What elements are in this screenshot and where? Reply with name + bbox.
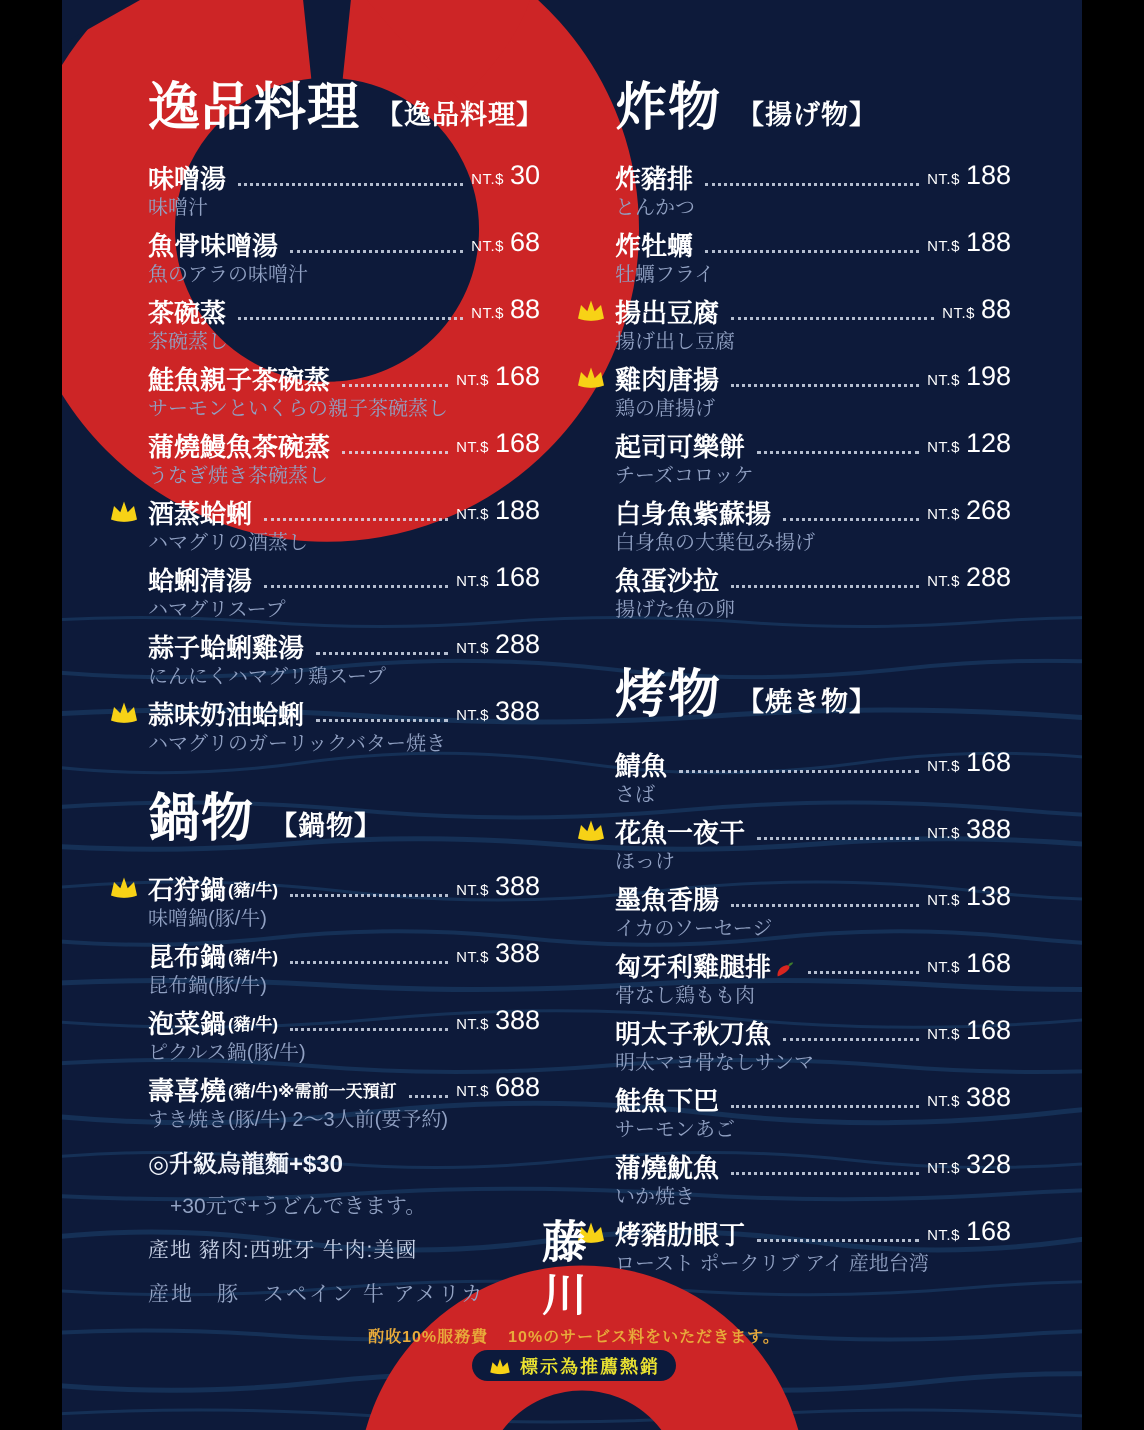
- left-column: [148, 76, 545, 1315]
- price-amount: 188: [494, 495, 540, 525]
- menu-item: [615, 948, 1011, 1009]
- currency-label: NT.$: [927, 892, 960, 909]
- section-items-nabe: [148, 871, 540, 1133]
- item-price: [927, 562, 1011, 597]
- item-price: [927, 814, 1011, 849]
- menu-item: [148, 629, 540, 690]
- item-desc: 味噌汁: [148, 197, 208, 219]
- price-amount: 128: [965, 428, 1011, 458]
- item-name: 蒲燒魷魚: [615, 1153, 720, 1183]
- menu-item: [148, 294, 540, 355]
- currency-label: NT.$: [927, 171, 960, 188]
- price-amount: 188: [965, 160, 1011, 190]
- item-price: [927, 747, 1011, 782]
- item-price: [471, 160, 540, 195]
- leader-dots: [290, 961, 448, 964]
- item-desc: サーモンあご: [615, 1119, 735, 1141]
- item-desc: ロースト ポークリブ アイ 産地台湾: [615, 1253, 929, 1275]
- item-price: [456, 938, 540, 973]
- leader-dots: [238, 183, 463, 186]
- item-desc: 揚げた魚の卵: [615, 599, 735, 621]
- menu-item-row: [615, 428, 1011, 463]
- price-amount: 168: [965, 948, 1011, 978]
- menu-item: [615, 562, 1011, 623]
- menu-item: [148, 1072, 540, 1133]
- item-desc: 白身魚の大葉包み揚げ: [615, 532, 815, 554]
- menu-canvas: [62, 0, 1082, 1430]
- item-price: [456, 696, 540, 731]
- crown-icon: [108, 875, 140, 899]
- item-price: [456, 1072, 540, 1107]
- item-price: [927, 881, 1011, 916]
- item-price: [456, 629, 540, 664]
- menu-item-row: [148, 227, 540, 262]
- currency-label: NT.$: [927, 372, 960, 389]
- currency-label: NT.$: [456, 439, 489, 456]
- leader-dots: [316, 652, 448, 655]
- item-desc: 明太マヨ骨なしサンマ: [615, 1052, 814, 1074]
- menu-item: [148, 227, 540, 288]
- currency-label: NT.$: [471, 305, 504, 322]
- menu-item-row: [148, 361, 540, 396]
- menu-item-row: [148, 428, 540, 463]
- item-desc: すき焼き(豚/牛) 2～3人前(要予約): [148, 1109, 448, 1131]
- section-items-yaki: [615, 747, 1011, 1277]
- menu-item-row: [615, 1216, 1011, 1251]
- menu-item-row: [615, 814, 1011, 849]
- item-desc: イカのソーセージ: [615, 918, 773, 940]
- note-udon-upgrade-ja: +30元で+うどんできます。: [170, 1195, 427, 1218]
- item-name: 明太子秋刀魚: [615, 1019, 772, 1049]
- menu-item: [148, 871, 540, 932]
- nabe-notes: [148, 1139, 540, 1315]
- leader-dots: [731, 384, 919, 387]
- currency-label: NT.$: [456, 707, 489, 724]
- item-desc: にんにくハマグリ鶏スープ: [148, 666, 386, 688]
- menu-item-row: [148, 495, 540, 530]
- item-name: 雞肉唐揚: [615, 365, 720, 395]
- currency-label: NT.$: [927, 1093, 960, 1110]
- item-name-note: (豬/牛): [228, 881, 279, 900]
- price-amount: 198: [965, 361, 1011, 391]
- item-price: [927, 948, 1011, 983]
- menu-item-row: [615, 881, 1011, 916]
- item-name: 揚出豆腐: [615, 298, 720, 328]
- price-amount: 688: [494, 1072, 540, 1102]
- price-amount: 388: [965, 1082, 1011, 1112]
- section-title: 鍋物: [148, 790, 255, 848]
- menu-item-row: [148, 160, 540, 195]
- section-header-age: [615, 76, 1011, 137]
- menu-item: [615, 1216, 1011, 1277]
- menu-item-row: [148, 1005, 540, 1040]
- currency-label: NT.$: [927, 573, 960, 590]
- item-desc: ハマグリの酒蒸し: [148, 532, 308, 554]
- item-name: 烤豬肋眼丁: [615, 1220, 746, 1250]
- menu-item-row: [615, 294, 1011, 329]
- item-name: 石狩鍋: [148, 875, 227, 905]
- leader-dots: [264, 585, 448, 588]
- item-name: 昆布鍋: [148, 942, 227, 972]
- menu-item: [148, 361, 540, 422]
- item-desc: うなぎ焼き茶碗蒸し: [148, 465, 328, 487]
- price-amount: 168: [494, 361, 540, 391]
- menu-item: [615, 160, 1011, 221]
- item-name: 炸豬排: [615, 164, 694, 194]
- item-price: [471, 294, 540, 329]
- price-amount: 88: [509, 294, 540, 324]
- leader-dots: [731, 585, 919, 588]
- menu-item-row: [148, 1072, 540, 1107]
- menu-item: [615, 227, 1011, 288]
- item-price: [927, 495, 1011, 530]
- item-name-note: (豬/牛): [228, 948, 279, 967]
- price-amount: 30: [509, 160, 540, 190]
- currency-label: NT.$: [927, 238, 960, 255]
- currency-label: NT.$: [927, 1227, 960, 1244]
- menu-item: [148, 160, 540, 221]
- leader-dots: [290, 250, 463, 253]
- currency-label: NT.$: [942, 305, 975, 322]
- chili-icon: [775, 958, 796, 979]
- leader-dots: [731, 904, 919, 907]
- item-name: 茶碗蒸: [148, 298, 227, 328]
- brand-name: 藤川: [534, 1218, 587, 1324]
- menu-item: [615, 1149, 1011, 1210]
- item-price: [927, 361, 1011, 396]
- menu-item: [615, 294, 1011, 355]
- menu-item-row: [615, 1015, 1011, 1050]
- menu-item-row: [148, 696, 540, 731]
- menu-item-row: [615, 495, 1011, 530]
- item-name: 魚骨味噌湯: [148, 231, 279, 261]
- menu-item: [615, 1015, 1011, 1076]
- leader-dots: [757, 1239, 919, 1242]
- item-name: 花魚一夜干: [615, 818, 746, 848]
- currency-label: NT.$: [927, 758, 960, 775]
- leader-dots: [808, 971, 919, 974]
- menu-item-row: [148, 871, 540, 906]
- item-name: 壽喜燒: [148, 1076, 227, 1106]
- item-price: [456, 871, 540, 906]
- currency-label: NT.$: [456, 573, 489, 590]
- item-name: 匈牙利雞腿排: [615, 952, 772, 982]
- item-price: [456, 361, 540, 396]
- menu-item: [615, 361, 1011, 422]
- price-amount: 268: [965, 495, 1011, 525]
- item-price: [927, 1082, 1011, 1117]
- leader-dots: [757, 837, 919, 840]
- item-desc: 鶏の唐揚げ: [615, 398, 715, 420]
- crown-icon: [575, 818, 607, 842]
- item-price: [927, 160, 1011, 195]
- item-price: [927, 1216, 1011, 1251]
- crown-icon: [575, 298, 607, 322]
- menu-item: [615, 1082, 1011, 1143]
- section-title: 烤物: [615, 666, 722, 724]
- leader-dots: [264, 518, 448, 521]
- section-subtitle: 【焼き物】: [737, 687, 878, 717]
- price-amount: 168: [494, 562, 540, 592]
- item-name: 酒蒸蛤蜊: [148, 499, 253, 529]
- legend-pill: [472, 1350, 676, 1381]
- item-desc: さば: [615, 784, 655, 806]
- price-amount: 388: [494, 938, 540, 968]
- item-name: 白身魚紫蘇揚: [615, 499, 772, 529]
- item-name: 鮭魚親子茶碗蒸: [148, 365, 331, 395]
- item-desc: サーモンといくらの親子茶碗蒸し: [148, 398, 448, 420]
- legend-label: 標示為推薦熱銷: [520, 1356, 660, 1377]
- currency-label: NT.$: [927, 959, 960, 976]
- currency-label: NT.$: [927, 1160, 960, 1177]
- menu-item-row: [615, 948, 1011, 983]
- currency-label: NT.$: [456, 640, 489, 657]
- item-name-note: (豬/牛)※需前一天預訂: [228, 1082, 397, 1101]
- crown-icon: [575, 365, 607, 389]
- leader-dots: [409, 1095, 449, 1098]
- leader-dots: [731, 1105, 919, 1108]
- currency-label: NT.$: [471, 171, 504, 188]
- item-name: 鮭魚下巴: [615, 1086, 720, 1116]
- item-price: [471, 227, 540, 262]
- note-udon-upgrade-zh: ◎升級烏龍麵+$30: [148, 1150, 343, 1178]
- item-desc: ほっけ: [615, 851, 675, 873]
- leader-dots: [757, 451, 919, 454]
- item-price: [456, 495, 540, 530]
- item-name: 味噌湯: [148, 164, 227, 194]
- section-subtitle: 【揚げ物】: [737, 100, 878, 130]
- price-amount: 388: [494, 696, 540, 726]
- currency-label: NT.$: [456, 506, 489, 523]
- menu-item-row: [148, 629, 540, 664]
- crown-icon: [108, 700, 140, 724]
- price-amount: 168: [965, 1015, 1011, 1045]
- item-price: [942, 294, 1011, 329]
- service-fee-note: [368, 1324, 780, 1347]
- menu-item: [148, 562, 540, 623]
- leader-dots: [705, 183, 919, 186]
- item-name: 起司可樂餅: [615, 432, 746, 462]
- item-desc: とんかつ: [615, 197, 695, 219]
- leader-dots: [342, 451, 448, 454]
- price-amount: 328: [965, 1149, 1011, 1179]
- price-amount: 168: [965, 747, 1011, 777]
- currency-label: NT.$: [456, 372, 489, 389]
- leader-dots: [783, 1038, 919, 1041]
- price-amount: 168: [965, 1216, 1011, 1246]
- currency-label: NT.$: [456, 949, 489, 966]
- menu-item-row: [615, 1149, 1011, 1184]
- menu-item-row: [148, 938, 540, 973]
- item-price: [927, 428, 1011, 463]
- item-price: [927, 1015, 1011, 1050]
- currency-label: NT.$: [471, 238, 504, 255]
- menu-item: [615, 428, 1011, 489]
- item-desc: 茶碗蒸し: [148, 331, 228, 353]
- left-black-bar: [0, 0, 62, 1430]
- item-price: [456, 562, 540, 597]
- menu-item-row: [615, 1082, 1011, 1117]
- leader-dots: [731, 317, 934, 320]
- item-name: 鯖魚: [615, 751, 668, 781]
- section-items-ippin: [148, 160, 540, 757]
- item-desc: いか焼き: [615, 1186, 695, 1208]
- price-amount: 388: [965, 814, 1011, 844]
- item-desc: ハマグリのガーリックバター焼き: [148, 733, 446, 755]
- crown-icon: [488, 1357, 512, 1375]
- menu-item-row: [148, 562, 540, 597]
- section-subtitle: 【鍋物】: [270, 811, 383, 841]
- menu-item: [148, 495, 540, 556]
- currency-label: NT.$: [927, 439, 960, 456]
- item-price: [456, 428, 540, 463]
- item-desc: ピクルス鍋(豚/牛): [148, 1042, 306, 1064]
- menu-item: [148, 696, 540, 757]
- item-name: 炸牡蠣: [615, 231, 694, 261]
- currency-label: NT.$: [456, 882, 489, 899]
- price-amount: 388: [494, 871, 540, 901]
- menu-item: [615, 881, 1011, 942]
- price-amount: 168: [494, 428, 540, 458]
- crown-icon: [108, 499, 140, 523]
- price-amount: 188: [965, 227, 1011, 257]
- note-origin-zh: 產地 豬肉:西班牙 牛肉:美國: [148, 1239, 418, 1262]
- price-amount: 388: [494, 1005, 540, 1035]
- item-name: 蒲燒鰻魚茶碗蒸: [148, 432, 331, 462]
- leader-dots: [342, 384, 448, 387]
- price-amount: 288: [965, 562, 1011, 592]
- menu-item-row: [615, 227, 1011, 262]
- leader-dots: [679, 770, 919, 773]
- right-column: [615, 76, 1011, 1283]
- item-price: [927, 227, 1011, 262]
- section-title: 逸品料理: [148, 79, 361, 137]
- leader-dots: [290, 894, 448, 897]
- item-desc: 骨なし鶏もも肉: [615, 985, 755, 1007]
- item-name: 泡菜鍋: [148, 1009, 227, 1039]
- item-name-note: (豬/牛): [228, 1015, 279, 1034]
- menu-item-row: [615, 160, 1011, 195]
- leader-dots: [290, 1028, 448, 1031]
- price-amount: 68: [509, 227, 540, 257]
- currency-label: NT.$: [456, 1016, 489, 1033]
- right-black-bar: [1082, 0, 1144, 1430]
- currency-label: NT.$: [927, 1026, 960, 1043]
- item-desc: 牡蠣フライ: [615, 264, 715, 286]
- section-header-ippin: [148, 76, 545, 137]
- item-desc: ハマグリスープ: [148, 599, 286, 621]
- section-items-age: [615, 160, 1011, 623]
- price-amount: 288: [494, 629, 540, 659]
- service-fee-zh: 酌收10%服務費: [368, 1329, 489, 1346]
- menu-item-row: [148, 294, 540, 329]
- item-desc: 昆布鍋(豚/牛): [148, 975, 267, 997]
- note-origin-ja: 産地 豚 スペイン 牛 アメリカ: [148, 1283, 485, 1306]
- price-amount: 138: [965, 881, 1011, 911]
- leader-dots: [705, 250, 919, 253]
- menu-item-row: [615, 361, 1011, 396]
- section-header-yaki: [615, 663, 1011, 724]
- currency-label: NT.$: [456, 1083, 489, 1100]
- section-header-nabe: [148, 787, 540, 848]
- section-subtitle: 【逸品料理】: [376, 100, 545, 130]
- item-name: 魚蛋沙拉: [615, 566, 720, 596]
- currency-label: NT.$: [927, 506, 960, 523]
- section-title: 炸物: [615, 79, 722, 137]
- item-desc: 味噌鍋(豚/牛): [148, 908, 267, 930]
- leader-dots: [783, 518, 919, 521]
- menu-item: [148, 938, 540, 999]
- leader-dots: [238, 317, 463, 320]
- menu-item: [615, 747, 1011, 808]
- item-desc: チーズコロッケ: [615, 465, 754, 487]
- menu-item: [148, 428, 540, 489]
- item-price: [456, 1005, 540, 1040]
- leader-dots: [316, 719, 448, 722]
- item-name: 墨魚香腸: [615, 885, 720, 915]
- menu-item: [148, 1005, 540, 1066]
- item-name: 蒜味奶油蛤蜊: [148, 700, 305, 730]
- menu-item: [615, 495, 1011, 556]
- price-amount: 88: [980, 294, 1011, 324]
- service-fee-ja: 10%のサービス料をいただきます。: [508, 1329, 780, 1346]
- item-desc: 揚げ出し豆腐: [615, 331, 735, 353]
- item-name: 蛤蜊清湯: [148, 566, 253, 596]
- menu-item: [615, 814, 1011, 875]
- menu-item-row: [615, 747, 1011, 782]
- currency-label: NT.$: [927, 825, 960, 842]
- item-name: 蒜子蛤蜊雞湯: [148, 633, 305, 663]
- item-desc: 魚のアラの味噌汁: [148, 264, 308, 286]
- item-price: [927, 1149, 1011, 1184]
- leader-dots: [731, 1172, 919, 1175]
- menu-item-row: [615, 562, 1011, 597]
